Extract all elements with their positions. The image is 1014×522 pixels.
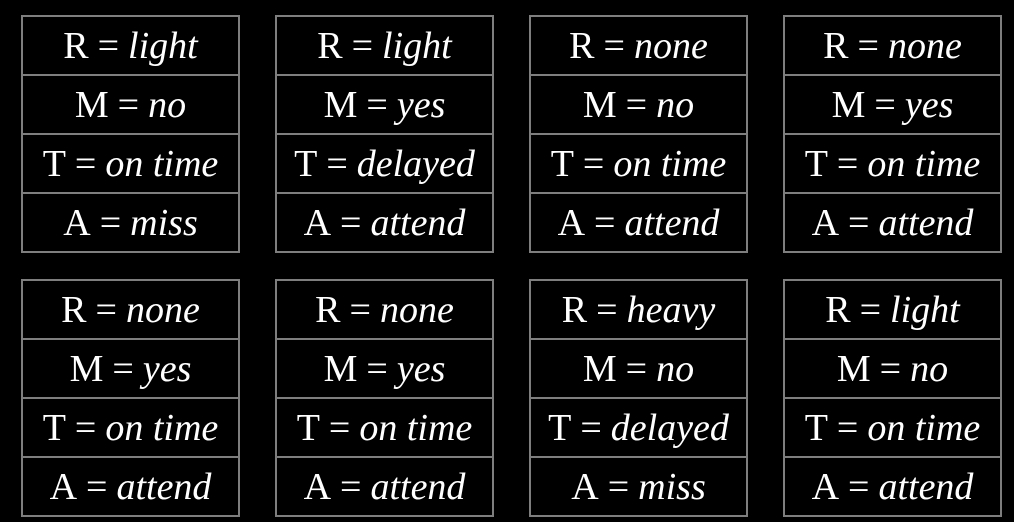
assignment-row [531, 17, 746, 74]
variable-value: on time [613, 142, 727, 185]
assignment-table [275, 279, 494, 517]
variable-value: attend [878, 201, 974, 244]
assignment-row [785, 74, 1000, 133]
assignment-table [783, 279, 1002, 517]
assignment-table [529, 15, 748, 253]
equals-sign: = [596, 288, 618, 331]
variable-name: A [811, 201, 840, 244]
equals-sign: = [366, 83, 388, 126]
assignment-row [531, 397, 746, 456]
assignment-row [785, 456, 1000, 515]
variable-value: no [656, 347, 695, 390]
equals-sign: = [874, 83, 896, 126]
variable-value: attend [878, 465, 974, 508]
variable-value: on time [867, 142, 981, 185]
variable-value: yes [142, 347, 192, 390]
assignment-row [531, 192, 746, 251]
variable-value: yes [904, 83, 954, 126]
assignment-row [277, 338, 492, 397]
assignment-row [531, 74, 746, 133]
assignment-row [531, 338, 746, 397]
assignment-table [21, 15, 240, 253]
equals-sign: = [848, 465, 870, 508]
equals-sign: = [117, 83, 140, 126]
variable-name: M [74, 83, 109, 126]
equals-sign: = [340, 201, 362, 244]
equals-sign: = [328, 406, 351, 449]
assignment-table [21, 279, 240, 517]
variable-value: none [633, 24, 708, 67]
equals-sign: = [836, 406, 859, 449]
variable-value: no [910, 347, 949, 390]
assignment-row [23, 192, 238, 251]
variable-name: A [303, 201, 332, 244]
equals-sign: = [349, 288, 371, 331]
variable-name: R [561, 288, 588, 331]
variable-value: attend [370, 465, 466, 508]
assignment-row [23, 281, 238, 338]
equals-sign: = [74, 142, 97, 185]
equals-sign: = [603, 24, 625, 67]
variable-value: light [128, 24, 198, 67]
assignment-row [785, 338, 1000, 397]
variable-value: on time [359, 406, 473, 449]
assignment-row [785, 17, 1000, 74]
variable-value: attend [370, 201, 466, 244]
variable-name: A [49, 465, 78, 508]
variable-name: T [42, 142, 66, 185]
assignment-table [275, 15, 494, 253]
equals-sign: = [74, 406, 97, 449]
variable-value: yes [396, 83, 446, 126]
variable-name: M [582, 347, 617, 390]
variable-name: A [303, 465, 332, 508]
assignment-table-grid [21, 15, 1002, 517]
assignment-row [785, 281, 1000, 338]
equals-sign: = [326, 142, 348, 185]
variable-value: none [887, 24, 962, 67]
variable-name: M [323, 83, 358, 126]
variable-name: R [825, 288, 851, 331]
variable-name: R [315, 288, 341, 331]
variable-value: none [125, 288, 200, 331]
assignment-row [277, 74, 492, 133]
variable-value: light [890, 288, 960, 331]
equals-sign: = [580, 406, 602, 449]
variable-name: A [557, 201, 586, 244]
equals-sign: = [112, 347, 134, 390]
variable-name: T [804, 406, 828, 449]
assignment-row [531, 281, 746, 338]
equals-sign: = [99, 201, 122, 244]
assignment-row [531, 133, 746, 192]
equals-sign: = [351, 24, 374, 67]
assignment-row [23, 133, 238, 192]
equals-sign: = [582, 142, 605, 185]
equals-sign: = [859, 288, 882, 331]
assignment-row [785, 192, 1000, 251]
assignment-row [277, 17, 492, 74]
variable-value: on time [105, 406, 219, 449]
assignment-row [23, 456, 238, 515]
variable-name: T [550, 142, 574, 185]
variable-value: on time [105, 142, 219, 185]
variable-value: no [148, 83, 187, 126]
variable-name: T [294, 142, 318, 185]
variable-value: light [382, 24, 452, 67]
variable-name: A [811, 465, 840, 508]
variable-value: yes [396, 347, 446, 390]
variable-value: attend [116, 465, 212, 508]
variable-value: heavy [626, 288, 716, 331]
variable-name: R [823, 24, 849, 67]
assignment-row [785, 397, 1000, 456]
equals-sign: = [97, 24, 120, 67]
variable-value: none [379, 288, 454, 331]
equals-sign: = [95, 288, 117, 331]
assignment-row [23, 397, 238, 456]
assignment-row [531, 456, 746, 515]
variable-name: M [582, 83, 617, 126]
assignment-table [783, 15, 1002, 253]
assignment-row [23, 338, 238, 397]
equals-sign: = [594, 201, 616, 244]
variable-value: miss [638, 465, 706, 508]
variable-name: R [317, 24, 343, 67]
equals-sign: = [607, 465, 630, 508]
equals-sign: = [86, 465, 108, 508]
equals-sign: = [625, 347, 648, 390]
assignment-row [23, 74, 238, 133]
variable-value: attend [624, 201, 720, 244]
equals-sign: = [366, 347, 388, 390]
equals-sign: = [879, 347, 902, 390]
variable-name: M [831, 83, 866, 126]
equals-sign: = [836, 142, 859, 185]
variable-name: M [323, 347, 358, 390]
variable-value: delayed [356, 142, 475, 185]
assignment-row [277, 192, 492, 251]
equals-sign: = [857, 24, 879, 67]
equals-sign: = [625, 83, 648, 126]
assignment-table [529, 279, 748, 517]
variable-name: A [63, 201, 91, 244]
variable-value: no [656, 83, 695, 126]
assignment-row [785, 133, 1000, 192]
variable-name: M [836, 347, 871, 390]
variable-name: T [804, 142, 828, 185]
assignment-row [277, 456, 492, 515]
assignment-row [23, 17, 238, 74]
variable-value: on time [867, 406, 981, 449]
variable-name: T [296, 406, 320, 449]
equals-sign: = [848, 201, 870, 244]
variable-name: A [571, 465, 599, 508]
equals-sign: = [340, 465, 362, 508]
variable-name: R [63, 24, 89, 67]
variable-name: T [42, 406, 66, 449]
variable-name: M [69, 347, 104, 390]
assignment-row [277, 133, 492, 192]
assignment-row [277, 397, 492, 456]
variable-name: R [61, 288, 87, 331]
variable-value: delayed [610, 406, 729, 449]
variable-name: R [569, 24, 595, 67]
variable-value: miss [130, 201, 198, 244]
assignment-row [277, 281, 492, 338]
variable-name: T [548, 406, 572, 449]
